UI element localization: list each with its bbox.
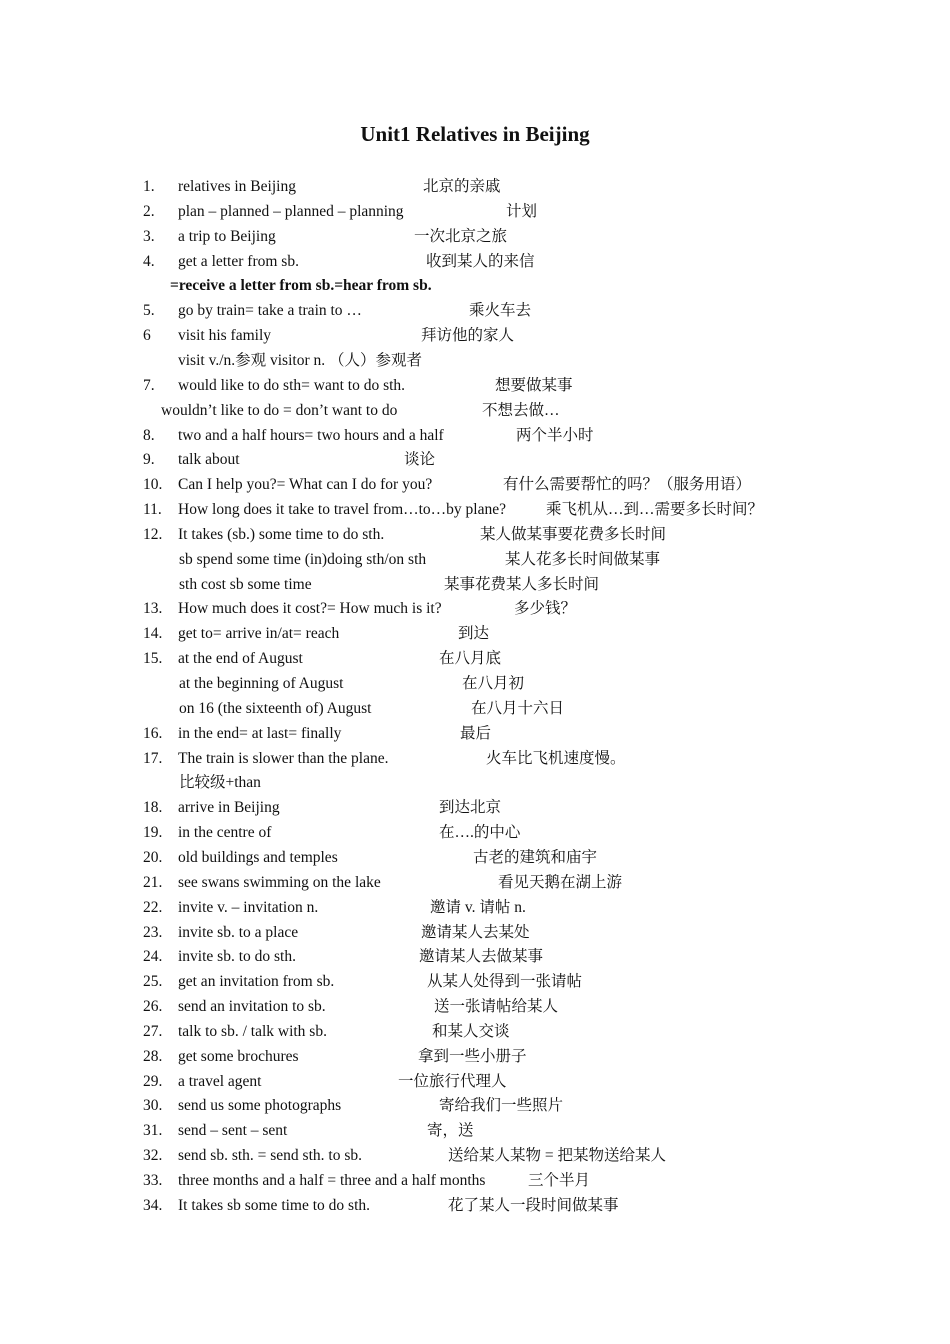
list-item [143,969,930,994]
item-number: 29. [143,1072,163,1090]
english-phrase: talk to sb. / talk with sb. [178,1022,327,1040]
english-phrase: sb spend some time (in)doing sth/on sth [179,550,427,568]
item-number: 32. [143,1147,163,1165]
english-phrase: =receive a letter from sb.=hear from sb. [170,277,432,295]
chinese-meaning: 收到某人的来信 [426,252,535,270]
item-number: 27. [143,1022,163,1040]
english-phrase: get an invitation from sb. [178,973,335,991]
chinese-meaning: 邀请某人去某处 [421,923,530,941]
english-phrase: at the end of August [178,650,303,668]
list-item [143,298,930,323]
item-number: 21. [143,873,163,891]
chinese-meaning: 计划 [506,202,538,220]
list-item [143,1019,930,1044]
list-item [143,447,930,472]
english-phrase: It takes (sb.) some time to do sth. [178,525,385,543]
english-phrase: 比较级+than [179,774,261,792]
item-number: 12. [143,525,163,543]
chinese-meaning: 最后 [460,724,492,742]
english-phrase: invite v. – invitation n. [178,898,319,916]
list-item [143,174,930,199]
chinese-meaning: 某人花多长时间做某事 [505,550,661,568]
list-item [143,646,930,671]
chinese-meaning: 从某人处得到一张请帖 [427,973,583,991]
chinese-meaning: 某事花费某人多长时间 [444,575,600,593]
chinese-meaning: 邀请 v. 请帖 n. [430,898,526,916]
item-number: 19. [143,824,163,842]
item-number: 16. [143,724,163,742]
english-phrase: visit v./n.参观 visitor n. （人）参观者 [178,351,422,369]
chinese-meaning: 送一张请帖给某人 [434,998,559,1016]
list-item [143,696,930,721]
list-item [143,472,930,497]
item-number: 9. [143,451,155,469]
item-number: 31. [143,1122,163,1140]
item-number: 23. [143,923,163,941]
item-number: 26. [143,998,163,1016]
english-phrase: old buildings and temples [178,848,338,866]
english-phrase: invite sb. to do sth. [178,948,296,966]
item-number: 17. [143,749,163,767]
chinese-meaning: 在八月底 [439,650,502,668]
chinese-meaning: 拿到一些小册子 [418,1047,527,1065]
list-item [143,1093,930,1118]
english-phrase: How much does it cost?= How much is it? [178,600,442,618]
english-phrase: talk about [178,451,240,469]
english-phrase: send – sent – sent [178,1122,288,1140]
item-number: 14. [143,625,163,643]
item-number: 3. [143,227,155,245]
list-item [143,721,930,746]
list-item [143,770,930,795]
item-number: 15. [143,650,163,668]
chinese-meaning: 某人做某事要花费多长时间 [480,525,667,543]
item-number: 6 [143,327,151,345]
chinese-meaning: 拜访他的家人 [421,327,515,345]
item-number: 25. [143,973,163,991]
list-item [143,920,930,945]
page-title: Unit1 Relatives in Beijing [360,122,590,146]
item-number: 2. [143,202,155,220]
english-phrase: three months and a half = three and a half months [178,1172,486,1189]
chinese-meaning: 想要做某事 [495,376,573,394]
list-item [143,746,930,771]
english-phrase: invite sb. to a place [178,923,299,941]
english-phrase: in the centre of [178,824,272,842]
chinese-meaning: 到达 [458,625,490,643]
list-item [143,423,930,448]
item-number: 13. [143,600,163,618]
chinese-meaning: 多少钱？ [514,600,577,618]
chinese-meaning: 寄，送 [427,1122,474,1140]
english-phrase: visit his family [178,327,271,345]
list-item [143,572,930,597]
list-item [143,1044,930,1069]
english-phrase: get to= arrive in/at= reach [178,625,340,643]
english-phrase: would like to do sth= want to do sth. [178,376,406,394]
list-item [143,1193,930,1218]
list-item [143,199,930,224]
chinese-meaning: 古老的建筑和庙宇 [473,848,598,866]
english-phrase: plan – planned – planned – planning [178,202,404,220]
item-number: 5. [143,302,155,320]
chinese-meaning: 邀请某人去做某事 [419,948,544,966]
list-item [143,1168,930,1193]
chinese-meaning: 谈论 [404,451,436,469]
item-number: 11. [143,501,162,519]
chinese-meaning: 一位旅行代理人 [398,1072,507,1090]
list-item [143,795,930,820]
list-item [143,348,930,373]
english-phrase: It takes sb some time to do sth. [178,1196,371,1214]
english-phrase: send us some photographs [178,1097,342,1115]
list-item [143,1118,930,1143]
english-phrase: see swans swimming on the lake [178,873,381,891]
item-number: 28. [143,1047,163,1065]
chinese-meaning: 到达北京 [439,799,502,817]
english-phrase: relatives in Beijing [178,178,296,195]
chinese-meaning: 花了某人一段时间做某事 [448,1196,619,1214]
chinese-meaning: 和某人交谈 [432,1022,510,1040]
list-item [143,895,930,920]
list-item [143,845,930,870]
chinese-meaning: 在….的中心 [439,824,521,842]
item-number: 1. [143,178,155,195]
chinese-meaning: 乘飞机从…到…需要多长时间？ [546,501,764,519]
english-phrase: arrive in Beijing [178,799,280,817]
english-phrase: on 16 (the sixteenth of) August [179,699,372,717]
item-number: 20. [143,848,163,866]
chinese-meaning: 不想去做… [482,401,560,419]
list-item [143,249,930,274]
english-phrase: go by train= take a train to … [178,302,362,320]
list-item [143,1143,930,1168]
chinese-meaning: 在八月十六日 [471,699,565,717]
chinese-meaning: 两个半小时 [516,426,594,444]
english-phrase: send an invitation to sb. [178,998,326,1016]
item-number: 33. [143,1172,163,1189]
item-number: 34. [143,1196,163,1214]
chinese-meaning: 乘火车去 [469,302,532,320]
list-item [143,1069,930,1094]
list-item [143,522,930,547]
chinese-meaning: 三个半月 [528,1172,591,1189]
english-phrase: a travel agent [178,1072,262,1090]
english-phrase: two and a half hours= two hours and a half [178,426,444,444]
list-item [143,671,930,696]
english-phrase: a trip to Beijing [178,227,276,245]
item-number: 7. [143,376,155,394]
chinese-meaning: 在八月初 [462,675,525,692]
list-item [143,398,930,423]
item-number: 22. [143,898,163,916]
list-item [143,944,930,969]
chinese-meaning: 看见天鹅在湖上游 [498,873,623,891]
item-number: 8. [143,426,155,444]
list-item [143,547,930,572]
english-phrase: get a letter from sb. [178,252,299,270]
chinese-meaning: 北京的亲戚 [423,178,501,195]
item-number: 30. [143,1097,163,1115]
list-item [143,994,930,1019]
item-number: 18. [143,799,163,817]
list-item [143,497,930,522]
list-item [143,273,930,298]
english-phrase: get some brochures [178,1047,299,1065]
english-phrase: at the beginning of August [179,675,344,692]
list-item [143,621,930,646]
english-phrase: How long does it take to travel from…to…by plane? [178,501,507,519]
item-number: 4. [143,252,155,270]
list-item [143,870,930,895]
list-item [143,323,930,348]
english-phrase: sth cost sb some time [179,575,312,593]
english-phrase: wouldn’t like to do = don’t want to do [161,401,398,419]
list-item [143,820,930,845]
english-phrase: The train is slower than the plane. [178,749,389,767]
chinese-meaning: 一次北京之旅 [414,227,508,245]
list-item [143,596,930,621]
list-item [143,224,930,249]
chinese-meaning: 寄给我们一些照片 [439,1097,564,1115]
chinese-meaning: 送给某人某物 = 把某物送给某人 [448,1147,666,1165]
english-phrase: in the end= at last= finally [178,724,342,742]
item-number: 24. [143,948,163,966]
chinese-meaning: 火车比飞机速度慢。 [486,749,626,767]
english-phrase: Can I help you?= What can I do for you? [178,476,433,494]
item-number: 10. [143,476,163,494]
english-phrase: send sb. sth. = send sth. to sb. [178,1147,362,1165]
list-item [143,373,930,398]
chinese-meaning: 有什么需要帮忙的吗？（服务用语） [503,476,752,494]
